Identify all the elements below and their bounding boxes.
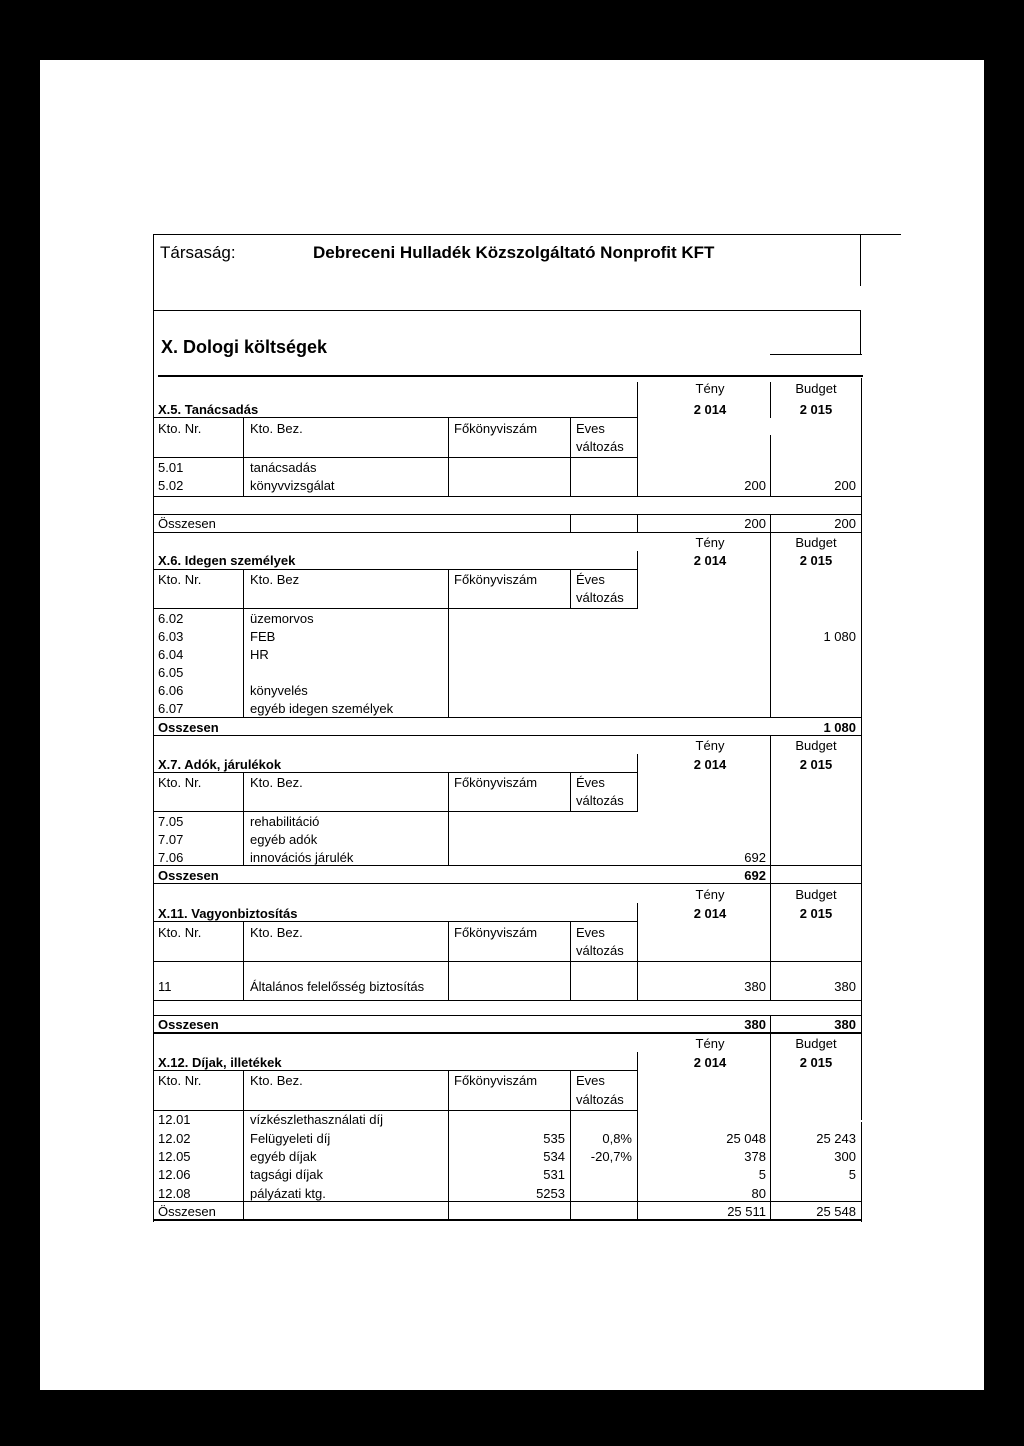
s12-row5-nr: 12.08: [158, 1186, 191, 1201]
s7-col-kto-nr: Kto. Nr.: [158, 775, 202, 790]
s5-col-kto-nr: Kto. Nr.: [158, 421, 202, 436]
s12-title: X.12. Díjak, illetékek: [158, 1055, 282, 1070]
s7-teny-header: Tény: [695, 738, 725, 753]
s5-total-budget: 200: [834, 516, 856, 531]
s12-row2-nr: 12.02: [158, 1131, 191, 1146]
s12-row4-fok: 531: [543, 1167, 565, 1182]
s7-row3-teny: 692: [744, 850, 766, 865]
s6-col-eves: Éves: [576, 572, 605, 587]
s6-row3-nr: 6.04: [158, 647, 184, 662]
s12-total-teny: 25 511: [727, 1204, 766, 1219]
s5-total-teny: 200: [744, 516, 766, 531]
s6-budget-header: Budget: [795, 535, 837, 550]
s6-col-kto-nr: Kto. Nr.: [158, 572, 202, 587]
s12-row4-teny: 5: [758, 1167, 766, 1182]
s11-col-eves: Eves: [576, 925, 605, 940]
s7-row2-bez: egyéb adók: [250, 832, 318, 847]
s12-row3-bez: egyéb díjak: [250, 1149, 317, 1164]
s6-year-teny: 2 014: [693, 553, 727, 568]
s5-row2-bez: könyvvizsgálat: [250, 478, 335, 493]
s7-row2-nr: 7.07: [158, 832, 184, 847]
s12-col-valtozas: változás: [576, 1092, 624, 1107]
s7-year-budget: 2 015: [799, 757, 833, 772]
s5-row1-nr: 5.01: [158, 460, 184, 475]
s11-teny-header: Tény: [695, 887, 725, 902]
s12-budget-header: Budget: [795, 1036, 837, 1051]
s6-row3-bez: HR: [250, 647, 269, 662]
s12-row1-nr: 12.01: [158, 1112, 191, 1127]
s12-row2-fok: 535: [543, 1131, 565, 1146]
s6-row2-bez: FEB: [250, 629, 276, 644]
s6-total-budget: 1 080: [823, 720, 856, 735]
s5-row2-teny: 200: [744, 478, 766, 493]
s12-row4-bez: tagsági díjak: [250, 1167, 323, 1182]
s6-teny-header: Tény: [695, 535, 725, 550]
s6-row6-nr: 6.07: [158, 701, 184, 716]
s7-year-teny: 2 014: [693, 757, 727, 772]
s6-col-valtozas: változás: [576, 590, 624, 605]
s6-row2-nr: 6.03: [158, 629, 184, 644]
s12-row5-teny: 80: [751, 1186, 766, 1201]
s6-row5-nr: 6.06: [158, 683, 184, 698]
s11-col-kto-nr: Kto. Nr.: [158, 925, 202, 940]
s7-title: X.7. Adók, járulékok: [158, 757, 282, 772]
s7-col-eves: Éves: [576, 775, 605, 790]
s12-row3-fok: 534: [543, 1149, 565, 1164]
s12-total-label: Összesen: [158, 1204, 216, 1219]
s5-col-eves: Eves: [576, 421, 605, 436]
s5-budget-header: Budget: [795, 381, 837, 396]
s6-total-label: Osszesen: [158, 720, 219, 735]
s11-col-fokonyvszam: Főkönyviszám: [454, 925, 538, 940]
company-label: Társaság:: [160, 243, 236, 262]
s5-teny-header: Tény: [695, 381, 725, 396]
s7-row3-bez: innovációs járulék: [250, 850, 354, 865]
s12-row1-bez: vízkészlethasználati díj: [250, 1112, 383, 1127]
s6-col-fokonyvszam: Főkönyviszám: [454, 572, 538, 587]
s11-year-teny: 2 014: [693, 906, 727, 921]
s12-col-eves: Eves: [576, 1073, 605, 1088]
s11-total-budget: 380: [834, 1017, 856, 1032]
s12-year-budget: 2 015: [799, 1055, 833, 1070]
s12-year-teny: 2 014: [693, 1055, 727, 1070]
s12-col-kto-bez: Kto. Bez.: [250, 1073, 303, 1088]
s6-title: X.6. Idegen személyek: [158, 553, 296, 568]
s7-col-valtozas: változás: [576, 793, 624, 808]
s12-row4-budget: 5: [848, 1167, 856, 1182]
s6-col-kto-bez: Kto. Bez: [250, 572, 300, 587]
s7-col-kto-bez: Kto. Bez.: [250, 775, 303, 790]
s7-row1-bez: rehabilitáció: [250, 814, 320, 829]
s12-row3-budget: 300: [834, 1149, 856, 1164]
s5-title: X.5. Tanácsadás: [158, 402, 259, 417]
s11-row1-teny: 380: [744, 979, 766, 994]
s11-year-budget: 2 015: [799, 906, 833, 921]
s6-row2-budget: 1 080: [823, 629, 856, 644]
s7-row1-nr: 7.05: [158, 814, 184, 829]
s7-col-fokonyvszam: Főkönyviszám: [454, 775, 538, 790]
s12-teny-header: Tény: [695, 1036, 725, 1051]
s12-col-fokonyvszam: Főkönyviszám: [454, 1073, 538, 1088]
s12-total-budget: 25 548: [816, 1204, 856, 1219]
s5-col-valtozas: változás: [576, 439, 624, 454]
s12-row3-eves: -20,7%: [590, 1149, 632, 1164]
s11-col-valtozas: változás: [576, 943, 624, 958]
s11-row1-nr: 11: [158, 979, 172, 994]
s12-row5-fok: 5253: [536, 1186, 565, 1201]
s11-col-kto-bez: Kto. Bez.: [250, 925, 303, 940]
s7-total-label: Osszesen: [158, 868, 219, 883]
s6-row1-bez: üzemorvos: [250, 611, 314, 626]
s11-row1-bez: Általános felelősség biztosítás: [250, 979, 425, 994]
s7-total-teny: 692: [744, 868, 766, 883]
s12-row2-budget: 25 243: [816, 1131, 856, 1146]
s6-year-budget: 2 015: [799, 553, 833, 568]
s5-col-kto-bez: Kto. Bez.: [250, 421, 303, 436]
s12-row4-nr: 12.06: [158, 1167, 191, 1182]
s11-total-label: Osszesen: [158, 1017, 219, 1032]
s12-row2-bez: Felügyeleti díj: [250, 1131, 331, 1146]
chapter-title: X. Dologi költségek: [161, 337, 328, 357]
s11-total-teny: 380: [744, 1017, 766, 1032]
s5-total-label: Összesen: [158, 516, 216, 531]
s11-row1-budget: 380: [834, 979, 856, 994]
s5-row1-bez: tanácsadás: [250, 460, 317, 475]
s5-col-fokonyvszam: Főkönyviszám: [454, 421, 538, 436]
s7-row3-nr: 7.06: [158, 850, 184, 865]
s11-title: X.11. Vagyonbiztosítás: [158, 906, 298, 921]
s5-year-budget: 2 015: [799, 402, 833, 417]
s12-col-kto-nr: Kto. Nr.: [158, 1073, 202, 1088]
s6-row1-nr: 6.02: [158, 611, 184, 626]
s6-row4-nr: 6.05: [158, 665, 184, 680]
s12-row5-bez: pályázati ktg.: [250, 1186, 326, 1201]
document-page: [40, 60, 984, 1390]
company-name: Debreceni Hulladék Közszolgáltató Nonprofit KFT: [313, 243, 715, 262]
s5-row2-budget: 200: [834, 478, 856, 493]
s5-row2-nr: 5.02: [158, 478, 184, 493]
s12-row3-nr: 12.05: [158, 1149, 191, 1164]
s12-row2-teny: 25 048: [726, 1131, 766, 1146]
s7-budget-header: Budget: [795, 738, 837, 753]
s5-year-teny: 2 014: [693, 402, 727, 417]
s11-budget-header: Budget: [795, 887, 837, 902]
s6-row6-bez: egyéb idegen személyek: [250, 701, 394, 716]
s12-row3-teny: 378: [744, 1149, 766, 1164]
s12-row2-eves: 0,8%: [602, 1131, 632, 1146]
s6-row5-bez: könyvelés: [250, 683, 308, 698]
